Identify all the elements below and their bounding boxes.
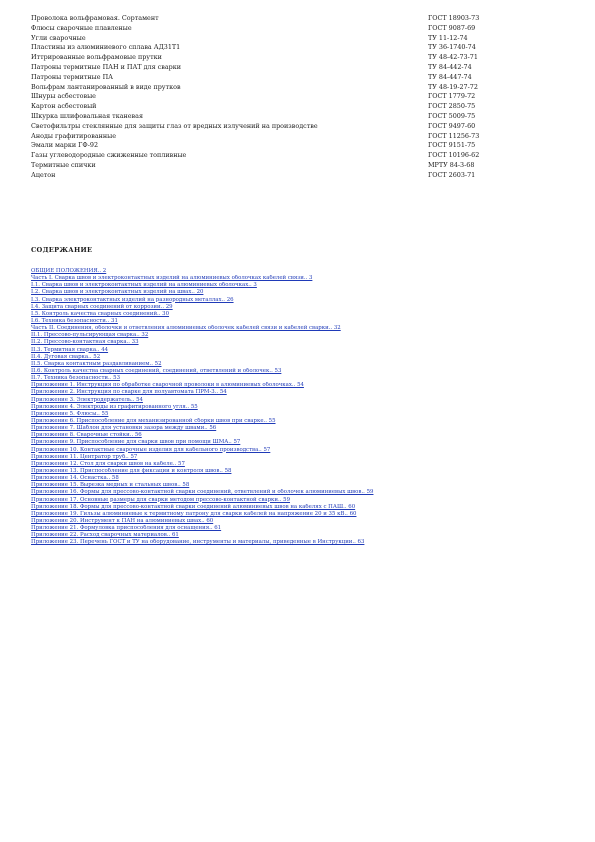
standard-code: ТУ 36-1740-74: [428, 43, 476, 52]
table-row: [31, 83, 551, 93]
toc-link[interactable]: II.4. Дуговая сварка.. 52: [31, 353, 101, 360]
table-row: [31, 112, 551, 122]
list-item: [31, 304, 571, 311]
list-item: [31, 354, 571, 361]
table-row: [31, 122, 551, 132]
table-row: [31, 53, 551, 63]
toc-link[interactable]: Приложение 6. Приспособление для механизированной сборки швов при сварке.. 55: [31, 417, 276, 424]
list-item: [31, 404, 571, 411]
toc-link[interactable]: I.4. Защита сварных соединений от коррозии.. 29: [31, 303, 173, 310]
table-row: [31, 151, 551, 161]
list-item: [31, 368, 571, 375]
toc-link[interactable]: Часть II. Соединения, оболочки и ответвления алюминиевых оболочек кабелей связи и кабелей сварки.. 32: [31, 325, 341, 332]
list-item: [31, 389, 571, 396]
toc-link[interactable]: Приложение 10. Контактные сварочные изделия для кабельного производства.. 57: [31, 446, 271, 453]
list-item: [31, 497, 571, 504]
standard-name: Газы углеводородные сжиженные топливные: [31, 151, 187, 160]
standard-name: Шнуры асбестовые: [31, 92, 96, 101]
toc-link[interactable]: Приложение 12. Стол для сварки швов на кабеле.. 57: [31, 460, 185, 467]
table-of-contents: [31, 268, 571, 546]
standard-code: ГОСТ 10196-62: [428, 151, 480, 160]
toc-link[interactable]: Приложение 23. Перечень ГОСТ и ТУ на оборудование, инструменты и материалы, приведенные в Инструкции.. 63: [31, 539, 365, 546]
list-item: [31, 454, 571, 461]
list-item: [31, 325, 571, 332]
standard-name: Флюсы сварочные плавленые: [31, 23, 132, 32]
table-row: [31, 141, 551, 151]
toc-link[interactable]: Приложение 5. Флюсы.. 55: [31, 410, 109, 417]
list-item: [31, 489, 571, 496]
toc-link[interactable]: ОБЩИЕ ПОЛОЖЕНИЯ.. 2: [31, 268, 107, 274]
list-item: [31, 482, 571, 489]
toc-link[interactable]: II.5. Сварка контактным раздавливанием.. 52: [31, 360, 162, 367]
list-item: [31, 447, 571, 454]
standard-code: ГОСТ 18903-73: [428, 14, 480, 22]
table-row: [31, 24, 551, 34]
standard-name: Картон асбестовый: [31, 102, 97, 111]
toc-link[interactable]: Приложение 16. Формы для прессово-контактной сварки соединений, ответвлений и оболочек алюминиевых швов.. 59: [31, 489, 374, 496]
standard-code: ТУ 48-19-27-72: [428, 82, 478, 91]
table-row: [31, 43, 551, 53]
list-item: [31, 532, 571, 539]
toc-link[interactable]: Приложение 2. Инструкция по сварке для полуавтомата ПРМ-3.. 54: [31, 389, 227, 396]
gost-standards-table: [31, 14, 551, 181]
list-item: [31, 511, 571, 518]
toc-link[interactable]: Приложение 15. Вырезка медных и стальных швов.. 58: [31, 482, 190, 489]
standard-code: ТУ 11-12-74: [428, 33, 468, 42]
toc-link[interactable]: Приложение 13. Приспособление для фиксации и контроля швов.. 58: [31, 467, 232, 474]
toc-link[interactable]: Приложение 20. Инструмент к ПАН на алюминиевых швах.. 60: [31, 517, 214, 524]
list-item: [31, 418, 571, 425]
table-row: [31, 171, 551, 181]
table-row: [31, 34, 551, 44]
toc-link[interactable]: Приложение 19. Гильзы алюминиевые к термитному патрону для сварки кабелей на напряжение 20 и 35 кВ.. 60: [31, 510, 357, 517]
standard-name: Ацетон: [31, 170, 56, 179]
standard-code: ГОСТ 1779-72: [428, 92, 476, 101]
table-row: [31, 102, 551, 112]
standard-code: ГОСТ 2850-75: [428, 102, 476, 111]
gost-standards-body: [31, 14, 551, 181]
standard-code: ГОСТ 2603-71: [428, 170, 476, 179]
list-item: [31, 347, 571, 354]
toc-heading: СОДЕРЖАНИЕ: [31, 246, 93, 254]
table-row: [31, 132, 551, 142]
table-row: [31, 63, 551, 73]
toc-link[interactable]: Приложение 8. Сварочные стойки.. 56: [31, 432, 142, 439]
standard-name: Аноды графитированные: [31, 131, 117, 140]
list-item: [31, 311, 571, 318]
list-item: [31, 361, 571, 368]
list-item: [31, 289, 571, 296]
list-item: [31, 318, 571, 325]
standard-name: Шкурка шлифовальная тканевая: [31, 111, 143, 120]
toc-link[interactable]: Приложение 18. Формы для прессово-контактной сварки соединений алюминиевых швов на кабелях с ПАШ.. 60: [31, 503, 356, 510]
standard-name: Вольфрам лантанированный в виде прутков: [31, 82, 181, 91]
standard-name: Пластины из алюминиевого сплава АД31Т1: [31, 43, 181, 52]
standard-name: Термитные спички: [31, 160, 96, 169]
list-item: [31, 332, 571, 339]
list-item: [31, 539, 571, 546]
toc-link[interactable]: I.5. Контроль качества сварных соединений.. 30: [31, 310, 170, 317]
standard-name: Эмали марки ГФ-92: [31, 141, 99, 150]
standard-code: ТУ 84-442-74: [428, 62, 472, 71]
standard-code: ГОСТ 9151-75: [428, 141, 476, 150]
toc-link[interactable]: I.6. Техника безопасности.. 31: [31, 317, 118, 324]
list-item: [31, 268, 571, 275]
table-row: [31, 92, 551, 102]
standard-code: ТУ 48-42-73-71: [428, 53, 478, 62]
list-item: [31, 432, 571, 439]
standard-code: ГОСТ 9087-69: [428, 23, 476, 32]
list-item: [31, 525, 571, 532]
table-row: [31, 73, 551, 83]
toc-link[interactable]: Приложение 14. Оснастка.. 58: [31, 475, 119, 482]
toc-link[interactable]: Приложение 1. Инструкция по обработке сварочной проволоки в алюминиевых оболочках.. 54: [31, 382, 304, 389]
toc-link[interactable]: II.1. Прессово-пульсирующая сварка.. 32: [31, 332, 149, 339]
list-item: [31, 297, 571, 304]
toc-link[interactable]: II.6. Контроль качества сварных соединений, соединений, ответвлений и оболочек.. 53: [31, 367, 282, 374]
toc-link[interactable]: I.2. Сварка швов и электроконтактных изделий на швах.. 20: [31, 289, 204, 296]
toc-link[interactable]: Приложение 3. Электродержатель.. 54: [31, 396, 143, 403]
list-item: [31, 411, 571, 418]
list-item: [31, 439, 571, 446]
toc-link[interactable]: Приложение 17. Основные размеры для сварки методом прессово-контактной сварки.. 59: [31, 496, 291, 503]
list-item: [31, 397, 571, 404]
standard-name: Светофильтры стеклянные для защиты глаз от вредных излучений на производстве: [31, 121, 318, 130]
standard-name: Проволока вольфрамовая. Сортамент: [31, 14, 159, 22]
list-item: [31, 425, 571, 432]
standard-code: ГОСТ 11256-73: [428, 131, 480, 140]
list-item: [31, 468, 571, 475]
toc-link[interactable]: Приложение 11. Центратор труб.. 57: [31, 453, 138, 460]
toc-link[interactable]: Приложение 21. Формуловка приспособления для оснащения.. 61: [31, 525, 222, 532]
toc-link[interactable]: Приложение 9. Приспособление для сварки швов при помощи ШМА.. 57: [31, 439, 241, 446]
toc-link[interactable]: Приложение 22. Расход сварочных материалов.. 61: [31, 532, 179, 539]
list-item: [31, 282, 571, 289]
standard-code: ГОСТ 5009-75: [428, 111, 476, 120]
standard-code: ТУ 84-447-74: [428, 72, 472, 81]
list-item: [31, 504, 571, 511]
standard-code: ГОСТ 9497-60: [428, 121, 476, 130]
toc-link[interactable]: II.7. Техника безопасности.. 53: [31, 375, 121, 382]
standard-name: Иттрированные вольфрамовые прутки: [31, 53, 162, 62]
table-row: [31, 14, 551, 24]
toc-link[interactable]: Приложение 7. Шаблон для установки зазора между швами.. 56: [31, 425, 217, 432]
standard-name: Патроны термитные ПАН и ПАТ для сварки: [31, 62, 181, 71]
toc-link[interactable]: II.2. Прессово-контактная сварка.. 33: [31, 339, 139, 346]
list-item: [31, 375, 571, 382]
list-item: [31, 475, 571, 482]
list-item: [31, 339, 571, 346]
toc-link[interactable]: I.3. Сварка электроконтактных изделий на разнородных металлах.. 26: [31, 296, 234, 303]
list-item: [31, 461, 571, 468]
list-item: [31, 275, 571, 282]
standard-name: Патроны термитные ПА: [31, 72, 113, 81]
toc-link[interactable]: II.3. Термитная сварка.. 44: [31, 346, 109, 353]
standard-code: МРТУ 84-3-68: [428, 160, 475, 169]
list-item: [31, 518, 571, 525]
toc-link[interactable]: Приложение 4. Электроды из графитированного угля.. 55: [31, 403, 198, 410]
standard-name: Угли сварочные: [31, 33, 86, 42]
toc-link[interactable]: I.1. Сварка швов и электроконтактных изделий на алюминиевых оболочках.. 3: [31, 282, 257, 289]
toc-link[interactable]: Часть I. Сварка швов и электроконтактных изделий на алюминиевых оболочках кабелей связи.. 3: [31, 275, 313, 282]
list-item: [31, 382, 571, 389]
table-row: [31, 161, 551, 171]
